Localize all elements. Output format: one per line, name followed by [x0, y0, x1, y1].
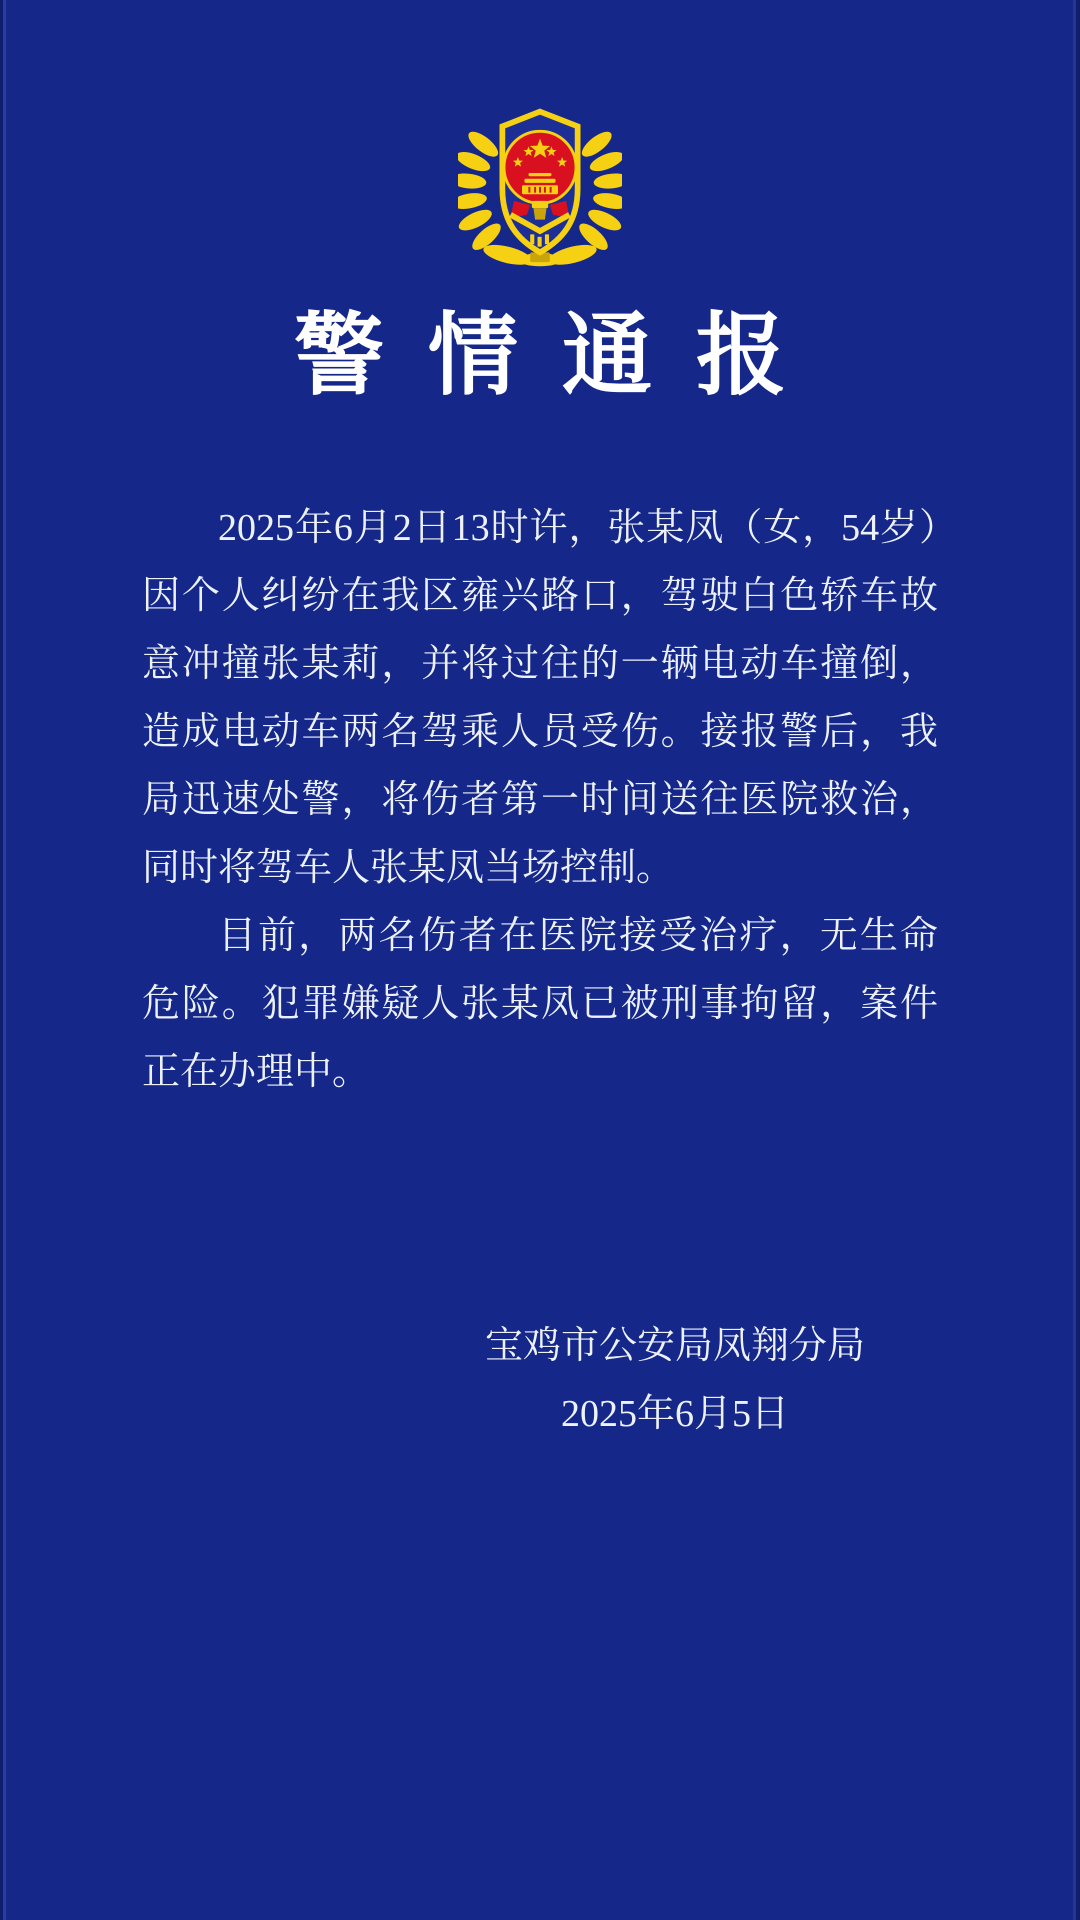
signature-block [380, 1312, 970, 1448]
notice-paragraph-2: 目前，两名伤者在医院接受治疗，无生命危险。犯罪嫌疑人张某凤已被刑事拘留，案件正在办理中。 [142, 915, 938, 1093]
notice-title: 警情通报 [294, 307, 830, 406]
signature-agency: 宝鸡市公安局凤翔分局 [484, 1325, 865, 1367]
notice-paragraph-1: 2025年6月2日13时许，张某凤（女，54岁）因个人纠纷在我区雍兴路口，驾驶白色轿车故意冲撞张某莉，并将过往的一辆电动车撞倒，造成电动车两名驾乘人员受伤。接报警后，我局迅速处警，将伤者第一时间送往医院救治，同时将驾车人张某凤当场控制。 [142, 507, 938, 889]
signature-date: 2025年6月5日 [560, 1393, 789, 1435]
police-badge-icon [458, 92, 622, 272]
notice-body [142, 494, 938, 1106]
